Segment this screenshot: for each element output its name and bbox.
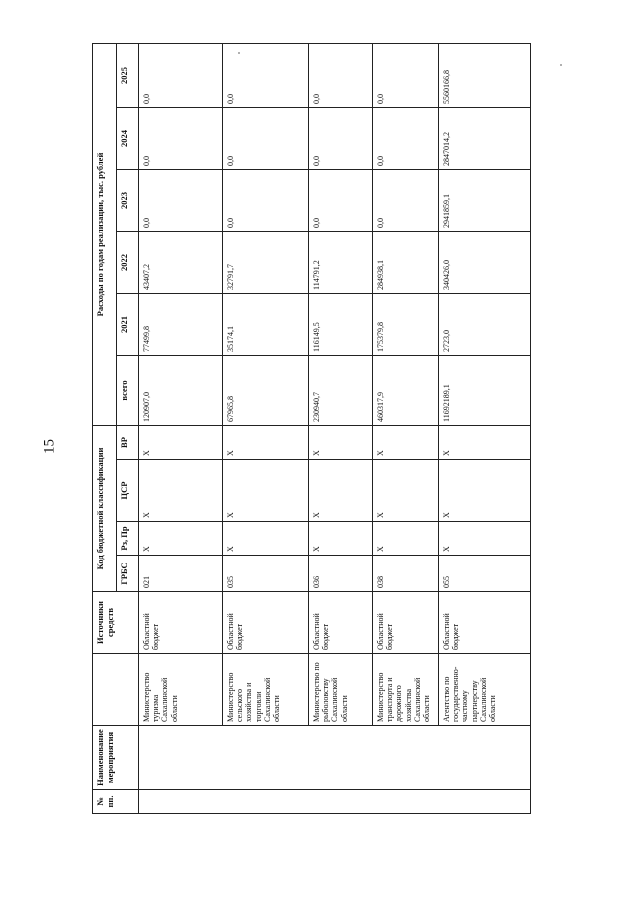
- executor-cell: Министерство транспорта и дорожного хозяйства Сахалинской области: [373, 654, 439, 726]
- header-name: Наименование мероприятия: [93, 726, 139, 790]
- header-num: № пп.: [93, 790, 139, 814]
- y2022-cell: 284938,1: [373, 232, 439, 294]
- header-source: Источники средств: [93, 592, 139, 654]
- y2023-cell: 2941859,1: [439, 170, 531, 232]
- grbs-cell: 021: [139, 556, 223, 592]
- y2021-cell: 116149,5: [309, 294, 373, 356]
- vr-cell: Х: [309, 426, 373, 460]
- y2021-cell: 175379,8: [373, 294, 439, 356]
- table-row: [439, 43, 531, 813]
- csr-cell: Х: [439, 460, 531, 522]
- source-cell: Областной бюджет: [373, 592, 439, 654]
- y2024-cell: 0,0: [373, 108, 439, 170]
- rzpr-cell: Х: [309, 522, 373, 556]
- scan-speck: [238, 52, 240, 54]
- rzpr-cell: Х: [223, 522, 309, 556]
- header-2021: 2021: [117, 294, 139, 356]
- header-row-1: [93, 43, 117, 813]
- budget-table: [92, 43, 531, 814]
- csr-cell: Х: [139, 460, 223, 522]
- header-2023: 2023: [117, 170, 139, 232]
- vr-cell: Х: [373, 426, 439, 460]
- rotated-table-wrapper: [92, 44, 530, 814]
- header-csr: ЦСР: [117, 460, 139, 522]
- header-grbs: ГРБС: [117, 556, 139, 592]
- y2025-cell: 0,0: [223, 43, 309, 107]
- y2023-cell: 0,0: [373, 170, 439, 232]
- source-cell: Областной бюджет: [139, 592, 223, 654]
- y2023-cell: 0,0: [139, 170, 223, 232]
- header-vr: ВР: [117, 426, 139, 460]
- y2025-cell: 0,0: [139, 43, 223, 107]
- y2021-cell: 2723,0: [439, 294, 531, 356]
- executor-cell: Министерство сельского хозяйства и торговли Сахалинской области: [223, 654, 309, 726]
- grbs-cell: 036: [309, 556, 373, 592]
- header-code-group: Код бюджетной классификации: [93, 426, 117, 592]
- grbs-cell: 038: [373, 556, 439, 592]
- table-row: [223, 43, 309, 813]
- y2025-cell: 5560166,8: [439, 43, 531, 107]
- table-row: [139, 43, 223, 813]
- executor-cell: Министерство по рыболовству Сахалинской области: [309, 654, 373, 726]
- vr-cell: Х: [139, 426, 223, 460]
- header-2025: 2025: [117, 43, 139, 107]
- source-cell: Областной бюджет: [439, 592, 531, 654]
- csr-cell: Х: [373, 460, 439, 522]
- page-number: 15: [41, 439, 58, 454]
- rzpr-cell: Х: [139, 522, 223, 556]
- table-row: [373, 43, 439, 813]
- y2024-cell: 0,0: [139, 108, 223, 170]
- csr-cell: Х: [223, 460, 309, 522]
- source-cell: Областной бюджет: [309, 592, 373, 654]
- header-rzpr: Рз, Пр: [117, 522, 139, 556]
- y2024-cell: 2847014,2: [439, 108, 531, 170]
- total-cell: 460317,9: [373, 356, 439, 426]
- grbs-cell: 035: [223, 556, 309, 592]
- y2021-cell: 77499,8: [139, 294, 223, 356]
- rzpr-cell: Х: [373, 522, 439, 556]
- y2025-cell: 0,0: [373, 43, 439, 107]
- grbs-cell: 055: [439, 556, 531, 592]
- y2024-cell: 0,0: [223, 108, 309, 170]
- scan-speck: [560, 64, 562, 66]
- header-2022: 2022: [117, 232, 139, 294]
- y2024-cell: 0,0: [309, 108, 373, 170]
- y2022-cell: 114791,2: [309, 232, 373, 294]
- source-cell: Областной бюджет: [223, 592, 309, 654]
- executor-cell: Агентство по государственно-частному партнерству Сахалинской области: [439, 654, 531, 726]
- rzpr-cell: Х: [439, 522, 531, 556]
- executor-cell: Министерство туризма Сахалинской области: [139, 654, 223, 726]
- header-total: всего: [117, 356, 139, 426]
- name-cell: [139, 726, 531, 790]
- header-executor: [93, 654, 139, 726]
- total-cell: 120907,0: [139, 356, 223, 426]
- csr-cell: Х: [309, 460, 373, 522]
- total-cell: 230940,7: [309, 356, 373, 426]
- y2023-cell: 0,0: [309, 170, 373, 232]
- total-cell: 67965,8: [223, 356, 309, 426]
- y2022-cell: 32791,7: [223, 232, 309, 294]
- y2021-cell: 35174,1: [223, 294, 309, 356]
- vr-cell: Х: [439, 426, 531, 460]
- header-expenses-group: Расходы по годам реализации, тыс. рублей: [93, 43, 117, 425]
- num-cell: [139, 790, 531, 814]
- vr-cell: Х: [223, 426, 309, 460]
- header-2024: 2024: [117, 108, 139, 170]
- total-cell: 11692189,1: [439, 356, 531, 426]
- y2023-cell: 0,0: [223, 170, 309, 232]
- y2022-cell: 340426,0: [439, 232, 531, 294]
- y2022-cell: 43407,2: [139, 232, 223, 294]
- table-row: [309, 43, 373, 813]
- rotated-table: [92, 44, 530, 814]
- y2025-cell: 0,0: [309, 43, 373, 107]
